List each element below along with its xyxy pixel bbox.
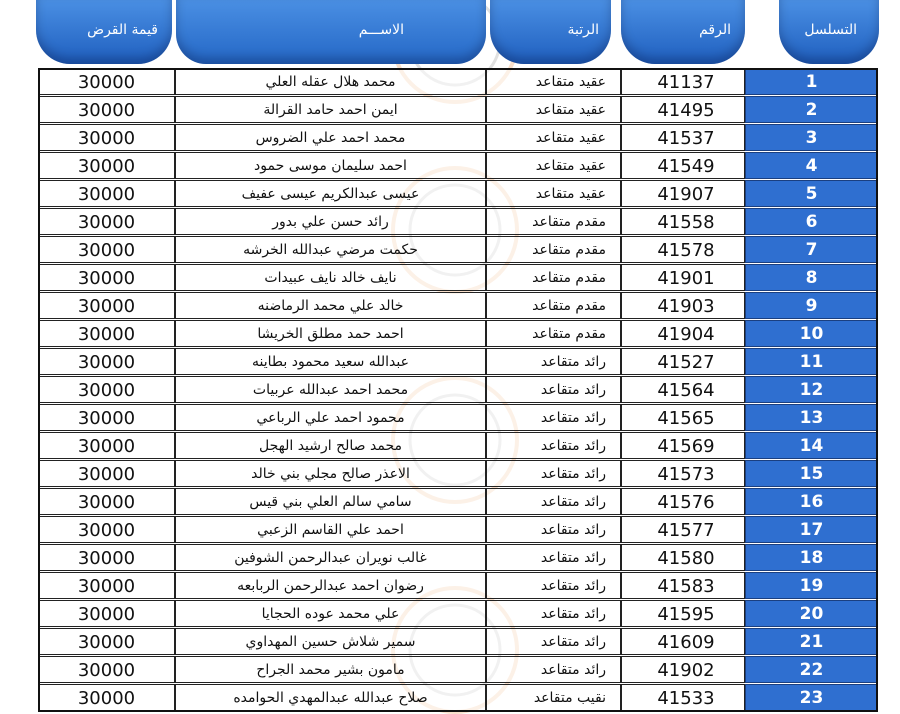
cell-number: 41569: [621, 432, 745, 459]
cell-rank: عقيد متقاعد: [486, 152, 621, 179]
cell-amount: 30000: [38, 460, 175, 487]
table-row: [38, 488, 878, 515]
column-header-amount-label: قيمة القرض: [87, 22, 158, 38]
table-row: [38, 208, 878, 235]
cell-seq: 18: [745, 544, 878, 571]
cell-name: رائد حسن علي بدور: [175, 208, 486, 235]
cell-name: احمد حمد مطلق الخريشا: [175, 320, 486, 347]
table-row: [38, 628, 878, 655]
cell-amount: 30000: [38, 656, 175, 683]
cell-amount: 30000: [38, 348, 175, 375]
table-row: [38, 460, 878, 487]
cell-name: محمد صالح ارشيد الهجل: [175, 432, 486, 459]
cell-number: 41137: [621, 68, 745, 95]
cell-number: 41609: [621, 628, 745, 655]
cell-name: خالد علي محمد الرماضنه: [175, 292, 486, 319]
cell-amount: 30000: [38, 684, 175, 711]
cell-seq: 23: [745, 684, 878, 711]
cell-name: ايمن احمد حامد القرالة: [175, 96, 486, 123]
cell-rank: رائد متقاعد: [486, 628, 621, 655]
cell-amount: 30000: [38, 96, 175, 123]
cell-number: 41903: [621, 292, 745, 319]
cell-rank: مقدم متقاعد: [486, 236, 621, 263]
cell-amount: 30000: [38, 124, 175, 151]
cell-seq: 4: [745, 152, 878, 179]
cell-number: 41527: [621, 348, 745, 375]
cell-seq: 3: [745, 124, 878, 151]
cell-name: سامي سالم العلي بني قيس: [175, 488, 486, 515]
cell-rank: عقيد متقاعد: [486, 96, 621, 123]
column-header-rank: [490, 0, 611, 64]
cell-amount: 30000: [38, 152, 175, 179]
cell-seq: 22: [745, 656, 878, 683]
cell-number: 41495: [621, 96, 745, 123]
table-header: [0, 0, 900, 66]
cell-rank: مقدم متقاعد: [486, 320, 621, 347]
cell-rank: نقيب متقاعد: [486, 684, 621, 711]
cell-amount: 30000: [38, 404, 175, 431]
table-row: [38, 236, 878, 263]
column-header-amount: [36, 0, 172, 64]
cell-rank: رائد متقاعد: [486, 376, 621, 403]
cell-amount: 30000: [38, 516, 175, 543]
cell-seq: 14: [745, 432, 878, 459]
table-row: [38, 292, 878, 319]
cell-number: 41595: [621, 600, 745, 627]
cell-name: رضوان احمد عبدالرحمن الربابعه: [175, 572, 486, 599]
cell-amount: 30000: [38, 628, 175, 655]
cell-rank: مقدم متقاعد: [486, 292, 621, 319]
cell-name: علي محمد عوده الحجايا: [175, 600, 486, 627]
cell-rank: رائد متقاعد: [486, 460, 621, 487]
cell-number: 41578: [621, 236, 745, 263]
cell-name: عيسى عبدالكريم عيسى عفيف: [175, 180, 486, 207]
cell-rank: رائد متقاعد: [486, 348, 621, 375]
cell-amount: 30000: [38, 208, 175, 235]
column-header-number: [621, 0, 745, 64]
table-row: [38, 152, 878, 179]
cell-rank: رائد متقاعد: [486, 572, 621, 599]
table-row: [38, 684, 878, 711]
cell-seq: 7: [745, 236, 878, 263]
cell-seq: 2: [745, 96, 878, 123]
cell-number: 41576: [621, 488, 745, 515]
cell-number: 41901: [621, 264, 745, 291]
cell-number: 41533: [621, 684, 745, 711]
table-row: [38, 516, 878, 543]
cell-amount: 30000: [38, 376, 175, 403]
table-row: [38, 572, 878, 599]
column-header-name-label: الاســـم: [358, 22, 404, 38]
column-header-number-label: الرقم: [699, 22, 731, 38]
cell-number: 41549: [621, 152, 745, 179]
cell-amount: 30000: [38, 572, 175, 599]
cell-amount: 30000: [38, 544, 175, 571]
cell-amount: 30000: [38, 236, 175, 263]
column-header-seq: [779, 0, 879, 64]
table-row: [38, 656, 878, 683]
cell-amount: 30000: [38, 264, 175, 291]
cell-seq: 9: [745, 292, 878, 319]
cell-seq: 19: [745, 572, 878, 599]
cell-rank: رائد متقاعد: [486, 488, 621, 515]
column-header-seq-label: التسلسل: [804, 22, 857, 38]
cell-name: مامون بشير محمد الجراح: [175, 656, 486, 683]
cell-name: نايف خالد نايف عبيدات: [175, 264, 486, 291]
cell-number: 41565: [621, 404, 745, 431]
cell-rank: عقيد متقاعد: [486, 68, 621, 95]
cell-number: 41564: [621, 376, 745, 403]
table-row: [38, 544, 878, 571]
cell-rank: رائد متقاعد: [486, 404, 621, 431]
cell-rank: رائد متقاعد: [486, 516, 621, 543]
column-header-name: [176, 0, 486, 64]
cell-rank: مقدم متقاعد: [486, 264, 621, 291]
cell-number: 41902: [621, 656, 745, 683]
cell-amount: 30000: [38, 488, 175, 515]
cell-number: 41558: [621, 208, 745, 235]
cell-seq: 1: [745, 68, 878, 95]
cell-seq: 6: [745, 208, 878, 235]
table-row: [38, 96, 878, 123]
cell-amount: 30000: [38, 292, 175, 319]
cell-seq: 10: [745, 320, 878, 347]
cell-name: عبدالله سعيد محمود بطاينه: [175, 348, 486, 375]
cell-name: حكمت مرضي عبدالله الخرشه: [175, 236, 486, 263]
cell-amount: 30000: [38, 600, 175, 627]
cell-amount: 30000: [38, 320, 175, 347]
cell-rank: مقدم متقاعد: [486, 208, 621, 235]
cell-seq: 11: [745, 348, 878, 375]
cell-seq: 20: [745, 600, 878, 627]
cell-name: محمد احمد عبدالله عربيات: [175, 376, 486, 403]
cell-seq: 5: [745, 180, 878, 207]
cell-name: الاعذر صالح مجلي بني خالد: [175, 460, 486, 487]
table-row: [38, 180, 878, 207]
cell-rank: رائد متقاعد: [486, 544, 621, 571]
column-header-rank-label: الرتبة: [567, 22, 599, 38]
cell-number: 41583: [621, 572, 745, 599]
cell-number: 41907: [621, 180, 745, 207]
cell-number: 41580: [621, 544, 745, 571]
cell-seq: 16: [745, 488, 878, 515]
cell-name: محمود احمد علي الرباعي: [175, 404, 486, 431]
cell-name: محمد هلال عقله العلي: [175, 68, 486, 95]
table-row: [38, 432, 878, 459]
cell-seq: 17: [745, 516, 878, 543]
table-row: [38, 124, 878, 151]
cell-name: احمد علي القاسم الزعبي: [175, 516, 486, 543]
cell-seq: 12: [745, 376, 878, 403]
table-row: [38, 264, 878, 291]
cell-amount: 30000: [38, 68, 175, 95]
cell-rank: عقيد متقاعد: [486, 180, 621, 207]
table-row: [38, 320, 878, 347]
table-row: [38, 68, 878, 95]
cell-rank: رائد متقاعد: [486, 432, 621, 459]
cell-seq: 13: [745, 404, 878, 431]
cell-number: 41537: [621, 124, 745, 151]
cell-number: 41573: [621, 460, 745, 487]
cell-seq: 8: [745, 264, 878, 291]
cell-rank: عقيد متقاعد: [486, 124, 621, 151]
cell-name: محمد احمد علي الضروس: [175, 124, 486, 151]
cell-name: صلاح عبدالله عبدالمهدي الحوامده: [175, 684, 486, 711]
table-row: [38, 376, 878, 403]
cell-rank: رائد متقاعد: [486, 600, 621, 627]
cell-seq: 15: [745, 460, 878, 487]
table-row: [38, 348, 878, 375]
cell-name: غالب نويران عبدالرحمن الشوفين: [175, 544, 486, 571]
table-row: [38, 600, 878, 627]
cell-amount: 30000: [38, 180, 175, 207]
cell-rank: رائد متقاعد: [486, 656, 621, 683]
cell-seq: 21: [745, 628, 878, 655]
cell-name: سمير شلاش حسين المهداوي: [175, 628, 486, 655]
table-row: [38, 404, 878, 431]
cell-number: 41577: [621, 516, 745, 543]
cell-amount: 30000: [38, 432, 175, 459]
cell-name: احمد سليمان موسى حمود: [175, 152, 486, 179]
cell-number: 41904: [621, 320, 745, 347]
